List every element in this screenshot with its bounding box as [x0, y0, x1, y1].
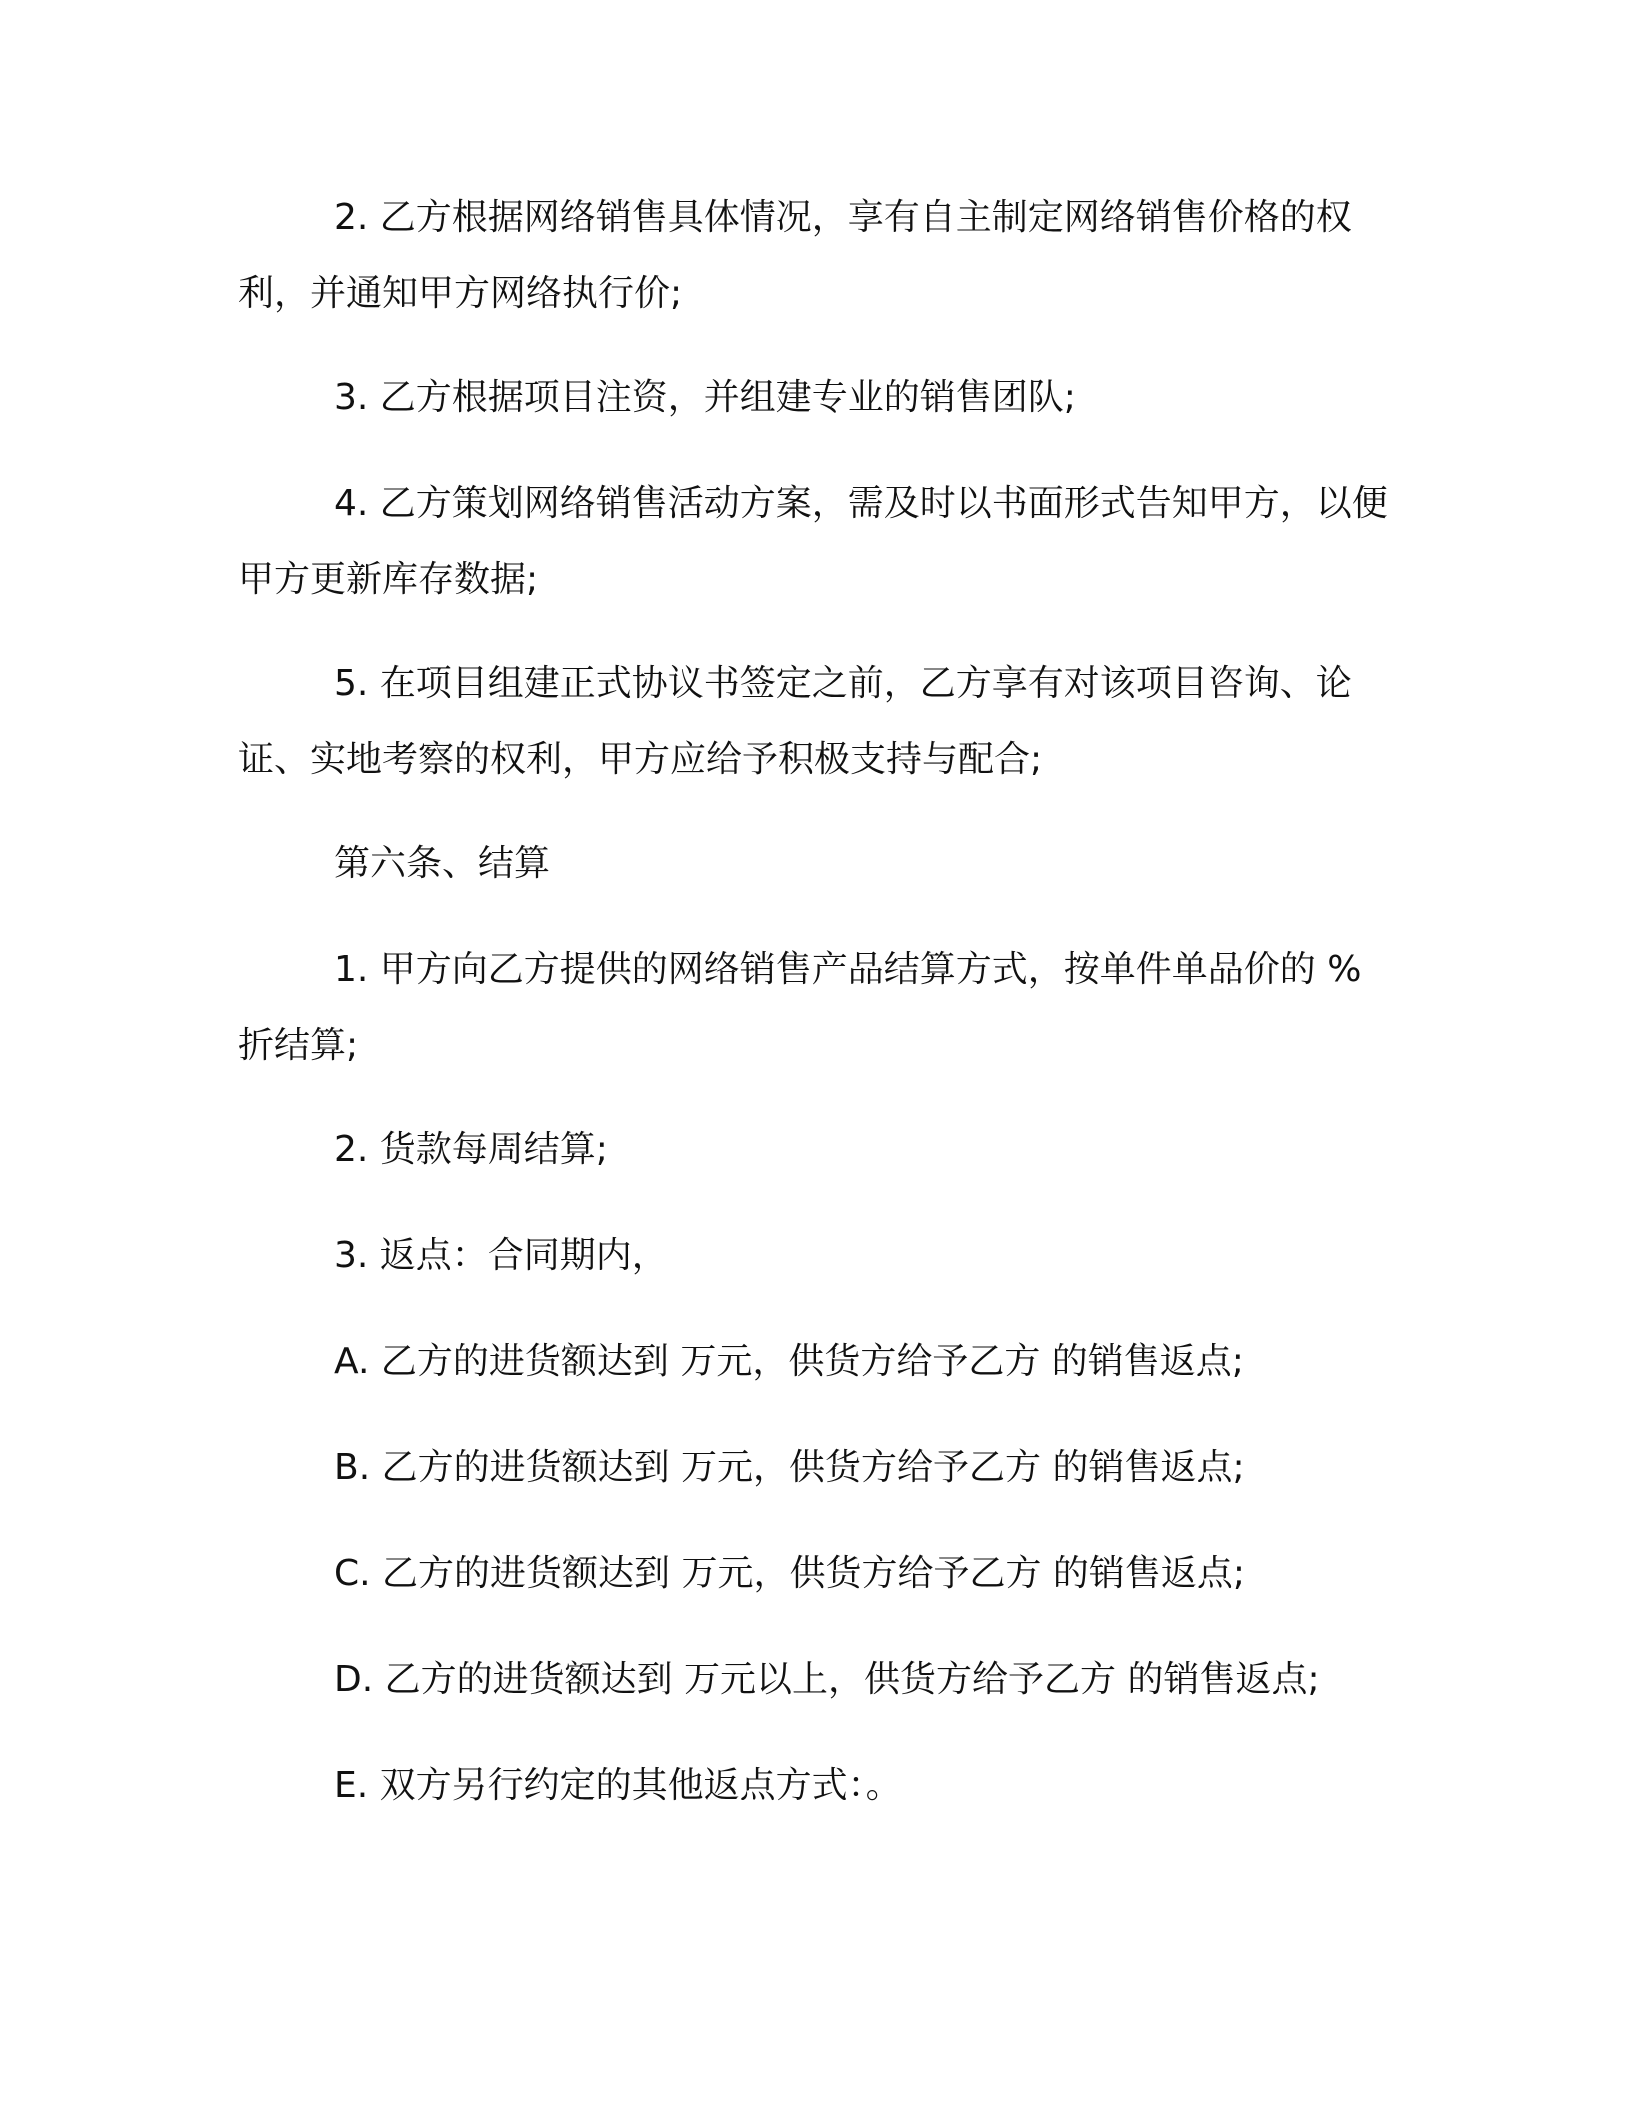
paragraph-clause-5-4: 4. 乙方策划网络销售活动方案，需及时以书面形式告知甲方，以便甲方更新库存数据; [238, 483, 1388, 600]
paragraph-clause-6-2: 2. 货款每周结算; [334, 1129, 608, 1170]
paragraph-rebate-a: A. 乙方的进货额达到 万元，供货方给予乙方 的销售返点; [334, 1341, 1244, 1382]
paragraph-clause-5-3: 3. 乙方根据项目注资，并组建专业的销售团队; [334, 377, 1076, 418]
paragraph-rebate-b: B. 乙方的进货额达到 万元，供货方给予乙方 的销售返点; [334, 1447, 1245, 1488]
paragraph-clause-5-5: 5. 在项目组建正式协议书签定之前，乙方享有对该项目咨询、论证、实地考察的权利，甲方应给予积极支持与配合; [238, 663, 1352, 780]
paragraph-clause-6-1: 1. 甲方向乙方提供的网络销售产品结算方式，按单件单品价的 % 折结算; [238, 949, 1362, 1066]
paragraph-clause-6-3: 3. 返点：合同期内， [334, 1235, 668, 1276]
paragraph-clause-5-2: 2. 乙方根据网络销售具体情况，享有自主制定网络销售价格的权利，并通知甲方网络执行价; [238, 197, 1352, 314]
paragraph-rebate-d: D. 乙方的进货额达到 万元以上，供货方给予乙方 的销售返点; [334, 1659, 1320, 1700]
paragraph-rebate-e: E. 双方另行约定的其他返点方式：。 [334, 1765, 902, 1806]
section-heading-article-6: 第六条、结算 [334, 843, 551, 884]
paragraph-rebate-c: C. 乙方的进货额达到 万元，供货方给予乙方 的销售返点; [334, 1553, 1246, 1594]
